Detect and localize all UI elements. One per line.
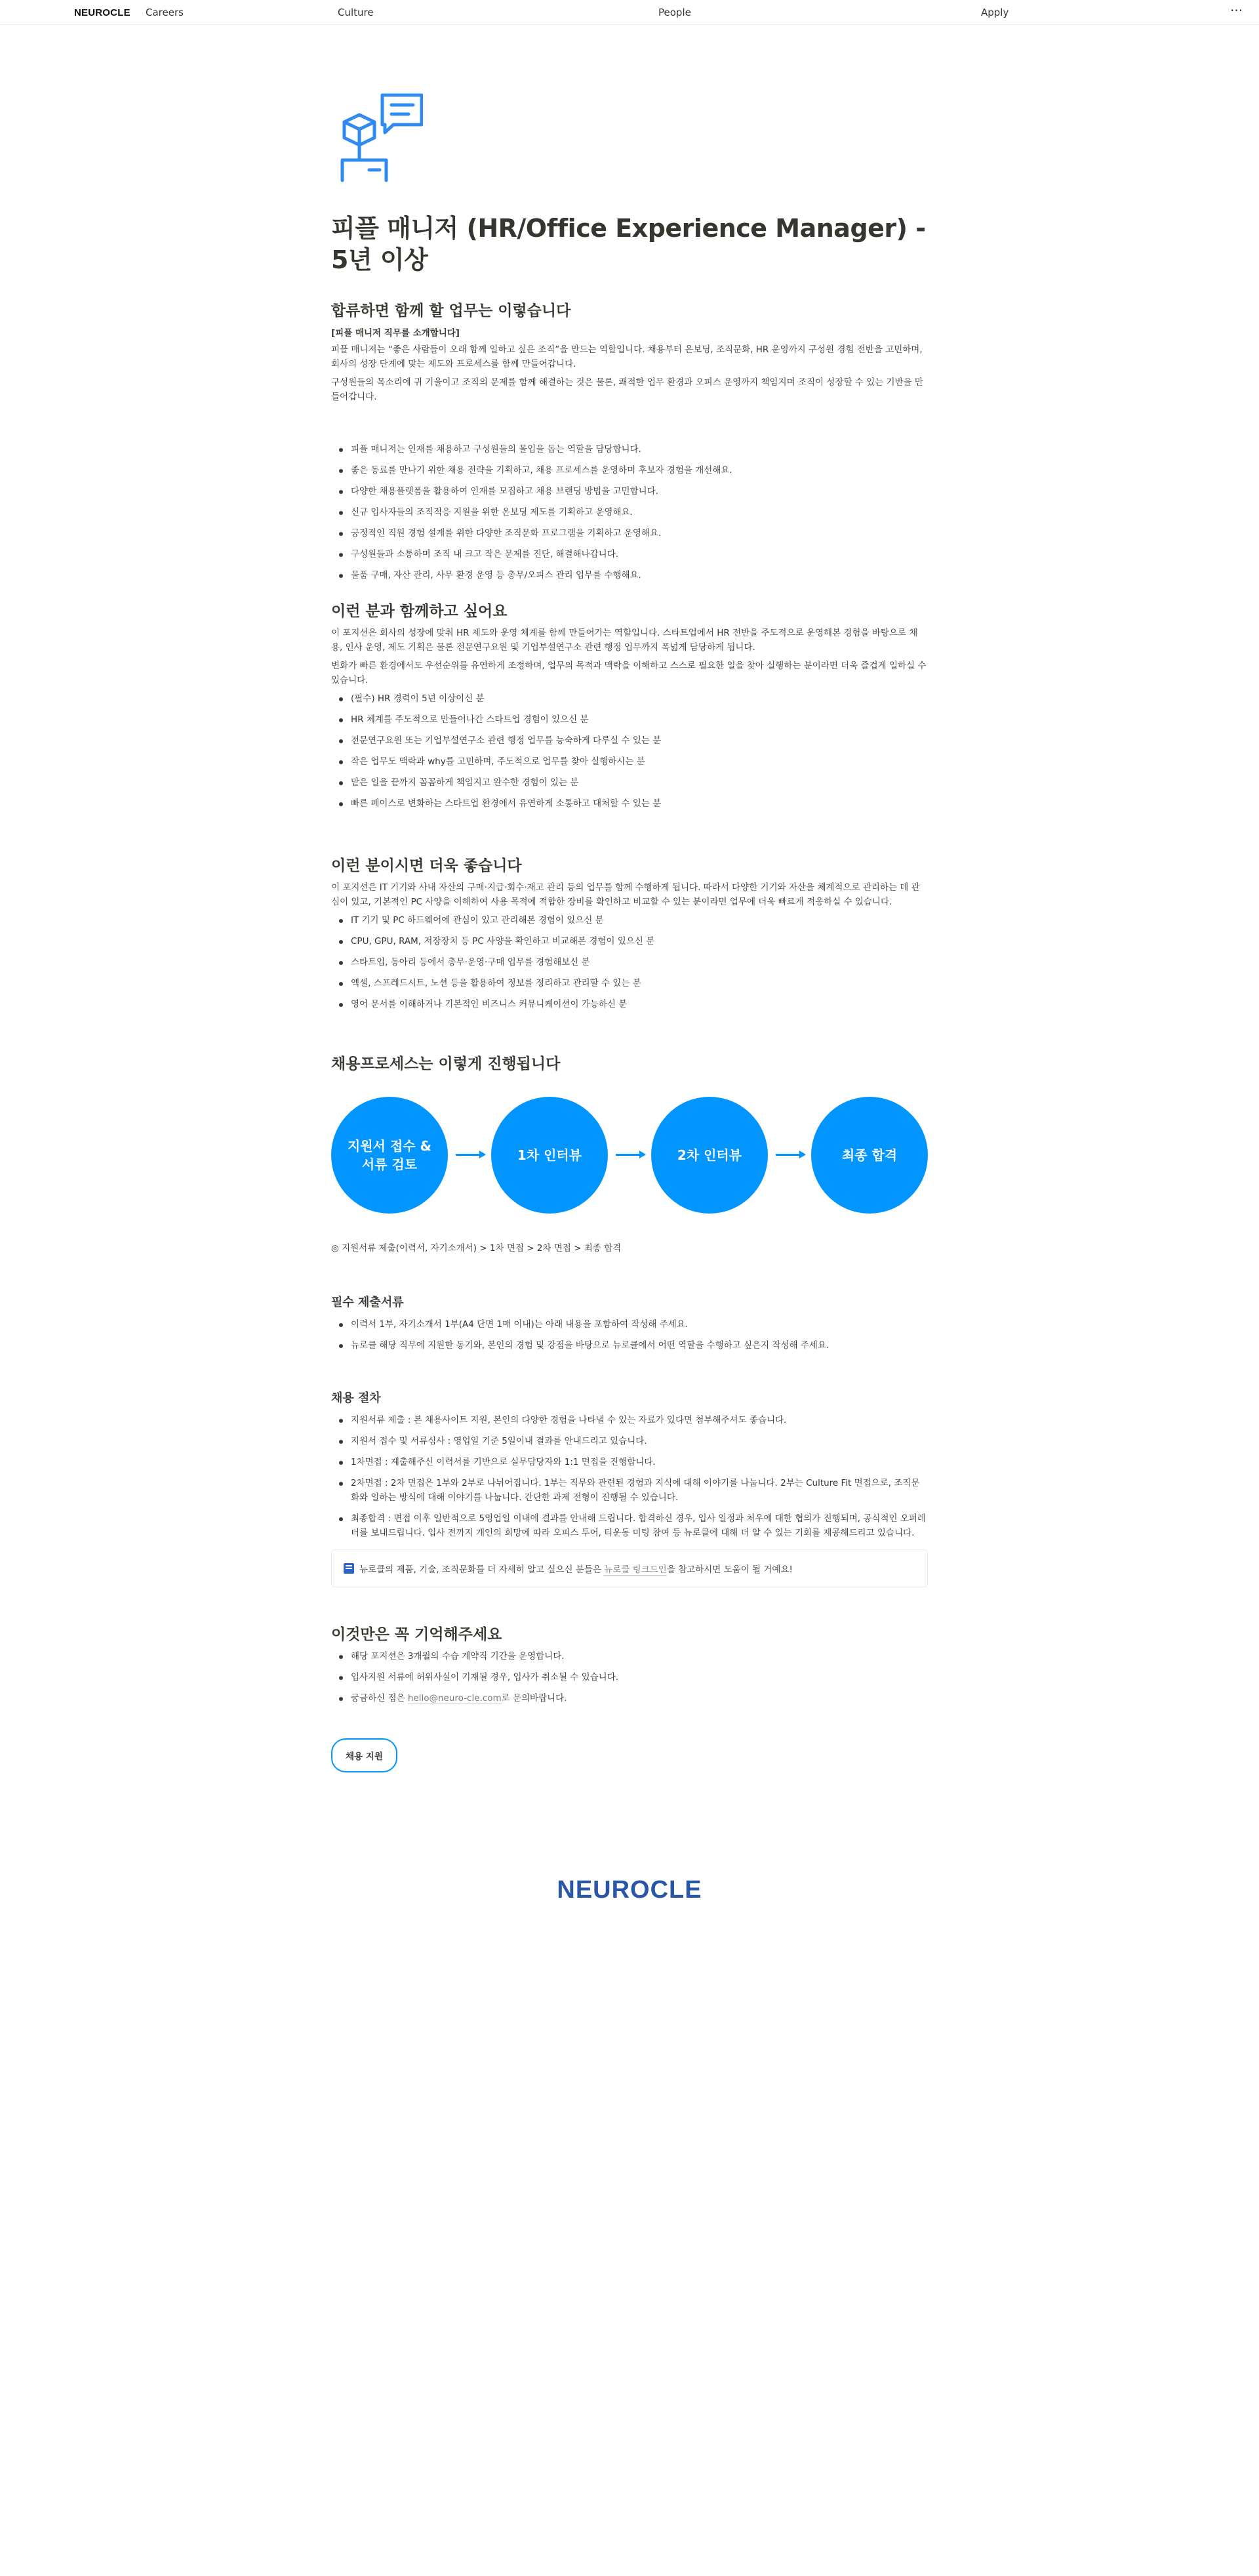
section-process xyxy=(331,1053,928,1256)
list-item: 빠른 페이스로 변화하는 스타트업 환경에서 유연하게 소통하고 대처할 수 있는 분 xyxy=(331,796,928,811)
apply-button[interactable]: 채용 지원 xyxy=(331,1738,397,1772)
paragraph: 피플 매니저는 “좋은 사람들이 오래 함께 일하고 싶은 조직”을 만드는 역할입니다. 채용부터 온보딩, 조직문화, HR 운영까지 구성원 경험 전반을 고민하며, 회사의 성장 단계에 맞는 제도와 프로세스를 함께 만들어갑니다. xyxy=(331,344,923,369)
list-item xyxy=(331,1691,928,1706)
careers-link[interactable]: Careers xyxy=(146,7,184,18)
list-item: 1차면접 : 제출해주신 이력서를 기반으로 실무담당자와 1:1 면접을 진행합니다. xyxy=(331,1455,928,1469)
section-heading: 이것만은 꼭 기억해주세요 xyxy=(331,1626,502,1643)
top-navigation xyxy=(0,0,1259,25)
list-item: HR 체계를 주도적으로 만들어나간 스타트업 경험이 있으신 분 xyxy=(331,712,928,727)
requirements-list xyxy=(331,691,928,811)
section-preferred xyxy=(331,855,928,1012)
nav-culture[interactable]: Culture xyxy=(338,7,374,18)
list-item: 작은 업무도 맥락과 why를 고민하며, 주도적으로 업무를 찾아 실행하시는 분 xyxy=(331,754,928,769)
list-item: (필수) HR 경력이 5년 이상이신 분 xyxy=(331,691,928,706)
process-step: 최종 합격 xyxy=(811,1097,928,1214)
section-duties xyxy=(331,300,928,583)
callout-box xyxy=(331,1549,928,1587)
list-item: 신규 입사자들의 조직적응 지원을 위한 온보딩 제도를 기획하고 운영해요. xyxy=(331,505,928,520)
section-remember xyxy=(331,1624,928,1706)
list-item: 최종합격 : 면접 이후 일반적으로 5영업일 이내에 결과를 안내해 드립니다. 합격하신 경우, 입사 일정과 처우에 대한 협의가 진행되며, 공식적인 오퍼레터를 보내드립니다. 입사 전까지 개인의 희망에 따라 오피스 투어, 티운동 미팅 참여 등 뉴로클에 대해 더 알 수 있는 기회를 제공해드리고 있습니다. xyxy=(331,1511,928,1540)
list-item: 긍정적인 직원 경험 설계를 위한 다양한 조직문화 프로그램을 기획하고 운영해요. xyxy=(331,526,928,541)
list-item: 좋은 동료를 만나기 위한 채용 전략을 기획하고, 채용 프로세스를 운영하며 후보자 경험을 개선해요. xyxy=(331,463,928,478)
list-item: 피플 매니저는 인재를 채용하고 구성원들의 몰입을 돕는 역할을 담당합니다. xyxy=(331,442,928,457)
documents-list xyxy=(331,1317,928,1353)
list-item: IT 기기 및 PC 하드웨어에 관심이 있고 관리해본 경험이 있으신 분 xyxy=(331,913,928,928)
preferred-list xyxy=(331,913,928,1012)
nav-people[interactable]: People xyxy=(658,7,691,18)
list-item: 엑셀, 스프레드시트, 노션 등을 활용하여 정보를 정리하고 관리할 수 있는 분 xyxy=(331,976,928,991)
list-item: 뉴로클 해당 직무에 지원한 동기와, 본인의 경험 및 강점을 바탕으로 뉴로클에서 어떤 역할을 수행하고 싶은지 작성해 주세요. xyxy=(331,1338,928,1353)
remember-list xyxy=(331,1649,928,1706)
section-hiring-steps xyxy=(331,1388,928,1587)
callout-suffix: 을 참고하시면 도움이 될 거예요! xyxy=(666,1564,793,1575)
people-chat-icon xyxy=(331,92,423,184)
callout-prefix: 뉴로클의 제품, 기술, 조직문화를 더 자세히 알고 싶으신 분들은 xyxy=(359,1564,605,1575)
list-item: CPU, GPU, RAM, 저장장치 등 PC 사양을 확인하고 비교해본 경험이 있으신 분 xyxy=(331,934,928,949)
page-title: 피플 매니저 (HR/Office Experience Manager) - 5년 이상 xyxy=(331,214,926,274)
section-heading: 필수 제출서류 xyxy=(331,1296,404,1309)
paragraph: 변화가 빠른 환경에서도 우선순위를 유연하게 조정하며, 업무의 목적과 맥락을 이해하고 스스로 필요한 일을 찾아 실행하는 분이라면 더욱 즐겁게 일하실 수 있습니다. xyxy=(331,661,927,685)
list-item: 영어 문서를 이해하거나 기본적인 비즈니스 커뮤니케이션이 가능하신 분 xyxy=(331,997,928,1012)
section-heading: 합류하면 함께 할 업무는 이렇습니다 xyxy=(331,302,571,319)
email-link[interactable]: hello@neuro-cle.com xyxy=(407,1693,502,1704)
contact-prefix: 궁금하신 점은 xyxy=(351,1693,408,1704)
nav-apply[interactable]: Apply xyxy=(981,7,1009,18)
list-item: 구성원들과 소통하며 조직 내 크고 작은 문제를 진단, 해결해나갑니다. xyxy=(331,547,928,562)
list-item: 스타트업, 동아리 등에서 총무·운영·구매 업무를 경험해보신 분 xyxy=(331,955,928,970)
hiring-steps-list xyxy=(331,1413,928,1540)
more-options-icon[interactable]: ··· xyxy=(1230,3,1243,18)
contact-suffix: 로 문의바랍니다. xyxy=(501,1693,567,1704)
section-heading: 채용 절차 xyxy=(331,1391,381,1405)
section-heading: 채용프로세스는 이렇게 진행됩니다 xyxy=(331,1055,561,1073)
list-item: 다양한 채용플랫폼을 활용하여 인재를 모집하고 채용 브랜딩 방법을 고민합니다. xyxy=(331,484,928,499)
list-item: 이력서 1부, 자기소개서 1부(A4 단면 1매 이내)는 아래 내용을 포함하여 작성해 주세요. xyxy=(331,1317,928,1332)
process-diagram xyxy=(331,1097,928,1215)
duties-list xyxy=(331,442,928,583)
section-heading: 이런 분이시면 더욱 좋습니다 xyxy=(331,857,522,874)
section-subheading: [피플 매니저 직무를 소개합니다] xyxy=(331,328,460,338)
list-item: 맡은 일을 끝까지 꼼꼼하게 책임지고 완수한 경험이 있는 분 xyxy=(331,775,928,790)
brand-logo[interactable]: NEUROCLE xyxy=(74,7,130,18)
list-item: 지원서류 제출 : 본 채용사이트 지원, 본인의 다양한 경험을 나타낼 수 있는 자료가 있다면 첨부해주셔도 좋습니다. xyxy=(331,1413,928,1427)
arrow-right-icon xyxy=(456,1154,485,1156)
section-heading: 이런 분과 함께하고 싶어요 xyxy=(331,603,508,620)
list-item: 입사지원 서류에 허위사실이 기재될 경우, 입사가 취소될 수 있습니다. xyxy=(331,1670,928,1685)
linkedin-link[interactable]: 뉴로클 링크드인 xyxy=(604,1564,667,1575)
main-content xyxy=(331,92,928,1772)
arrow-right-icon xyxy=(616,1154,645,1156)
section-documents xyxy=(331,1292,928,1353)
process-step: 1차 인터뷰 xyxy=(491,1097,608,1214)
process-summary: ◎ 지원서류 제출(이력서, 자기소개서) > 1차 면접 > 2차 면접 > 최종 합격 xyxy=(331,1243,622,1254)
list-item: 전문연구요원 또는 기업부설연구소 관련 행정 업무를 능숙하게 다루실 수 있는 분 xyxy=(331,733,928,748)
list-item: 2차면접 : 2차 면접은 1부와 2부로 나뉘어집니다. 1부는 직무와 관련된 경험과 지식에 대해 이야기를 나눕니다. 2부는 Culture Fit 면접으로, 조직문화와 일하는 방식에 대해 이야기를 나눕니다. 간단한 과제 전형이 진행될 수 있습니다. xyxy=(331,1476,928,1505)
list-item: 지원서 접수 및 서류심사 : 영업일 기준 5일이내 결과를 안내드리고 있습니다. xyxy=(331,1434,928,1448)
paragraph: 이 포지션은 IT 기기와 사내 자산의 구매·지급·회수·재고 관리 등의 업무를 함께 수행하게 됩니다. 따라서 다양한 기기와 자산을 체계적으로 관리하는 데 관심이 있고, 기본적인 PC 사양을 이해하여 사용 목적에 적합한 장비를 확인하고 비교할 수 있는 분이라면 업무에 더욱 빠르게 적응하실 수 있습니다. xyxy=(331,882,920,907)
list-item: 물품 구매, 자산 관리, 사무 환경 운영 등 총무/오피스 관리 업무를 수행해요. xyxy=(331,568,928,583)
process-step: 2차 인터뷰 xyxy=(651,1097,768,1214)
arrow-right-icon xyxy=(776,1154,805,1156)
book-icon xyxy=(344,1563,354,1574)
section-requirements xyxy=(331,601,928,811)
process-step: 지원서 접수 & 서류 검토 xyxy=(331,1097,448,1214)
footer-logo: NEUROCLE xyxy=(557,1876,702,1904)
paragraph: 구성원들의 목소리에 귀 기울이고 조직의 문제를 함께 해결하는 것은 물론, 쾌적한 업무 환경과 오피스 운영까지 책임지며 조직이 성장할 수 있는 기반을 만들어갑니다. xyxy=(331,377,923,402)
callout-text xyxy=(359,1562,793,1575)
list-item: 해당 포지션은 3개월의 수습 계약직 기간을 운영합니다. xyxy=(331,1649,928,1664)
paragraph: 이 포지션은 회사의 성장에 맞춰 HR 제도와 운영 체계를 함께 만들어가는 역할입니다. 스타트업에서 HR 전반을 주도적으로 운영해본 경험을 바탕으로 채용, 인사 운영, 제도 기획은 물론 전문연구요원 및 기업부설연구소 관련 행정 업무까지 폭넓게 담당하게 됩니다. xyxy=(331,628,918,653)
